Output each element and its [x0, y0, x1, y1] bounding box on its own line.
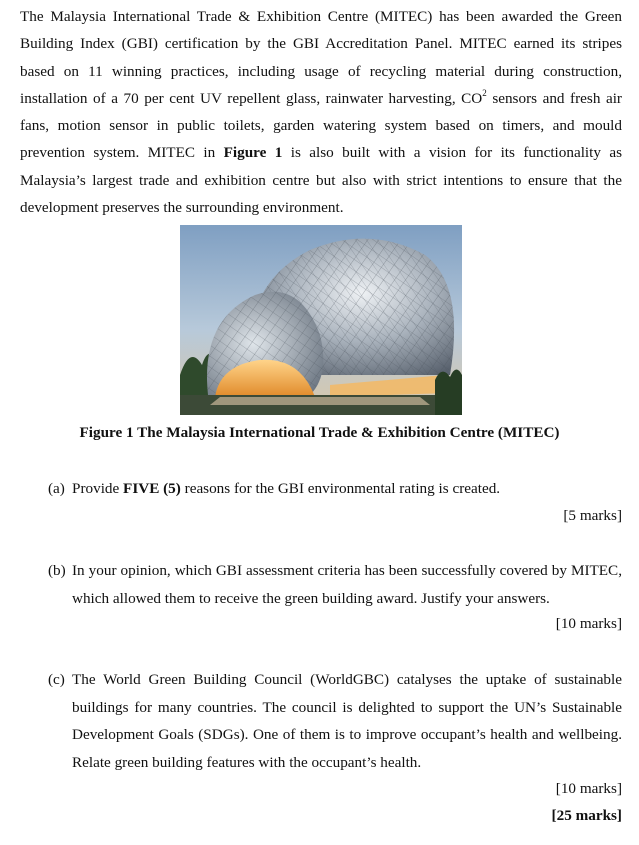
question-a-emphasis: FIVE (5)	[123, 480, 181, 497]
figure-reference: Figure 1	[223, 144, 283, 162]
co2-subscript: 2	[482, 87, 487, 98]
intro-text-1: The Malaysia International Trade & Exhibition Centre (MITEC) has been awarded the Green Building Index (GBI) certification by the GBI Accreditation Panel. MITEC earned its stripes based on 11 winning practices, including usage of recycling material during construction, installation of a 70 per cent UV repellent glass, rainwater harvesting, CO	[20, 8, 622, 107]
question-a-letter: (a)	[48, 480, 65, 497]
question-a-text	[72, 475, 622, 503]
question-a	[48, 475, 622, 503]
question-a-text-pre: Provide	[72, 480, 124, 497]
intro-text-2: sensors and fresh air fans, motion sensor in public toilets, garden watering system based on timers, and mould prevention system. MITEC in	[20, 89, 622, 162]
intro-paragraph	[20, 3, 622, 221]
question-c-text: The World Green Building Council (WorldGBC) catalyses the uptake of sustainable buildings for many countries. The council is delighted to support the UN’s Sustainable Development Goals (SDGs). One of them is to improve occupant’s health and wellbeing. Relate green building features with the occupant’s health.	[72, 671, 622, 771]
question-b-text: In your opinion, which GBI assessment criteria has been successfully covered by MITEC, which allowed them to receive the green building award. Justify your answers.	[72, 562, 622, 607]
question-a-marks: [5 marks]	[563, 507, 622, 524]
question-a-text-post: reasons for the GBI environmental rating is created.	[180, 480, 501, 497]
question-c-marks: [10 marks]	[555, 780, 622, 797]
mitec-building-photo	[180, 225, 462, 415]
total-marks: [25 marks]	[551, 807, 622, 824]
question-c	[48, 666, 622, 776]
question-b-letter: (b)	[48, 562, 66, 579]
question-b-marks: [10 marks]	[555, 615, 622, 632]
question-b	[48, 557, 622, 612]
figure-caption: Figure 1 The Malaysia International Trade & Exhibition Centre (MITEC)	[79, 424, 560, 441]
intro-text-3: is also built with a vision for its functionality as Malaysia’s largest trade and exhibition centre but also with strict intentions to ensure that the development preserves the surrounding environment.	[20, 144, 622, 217]
question-c-letter: (c)	[48, 671, 65, 688]
